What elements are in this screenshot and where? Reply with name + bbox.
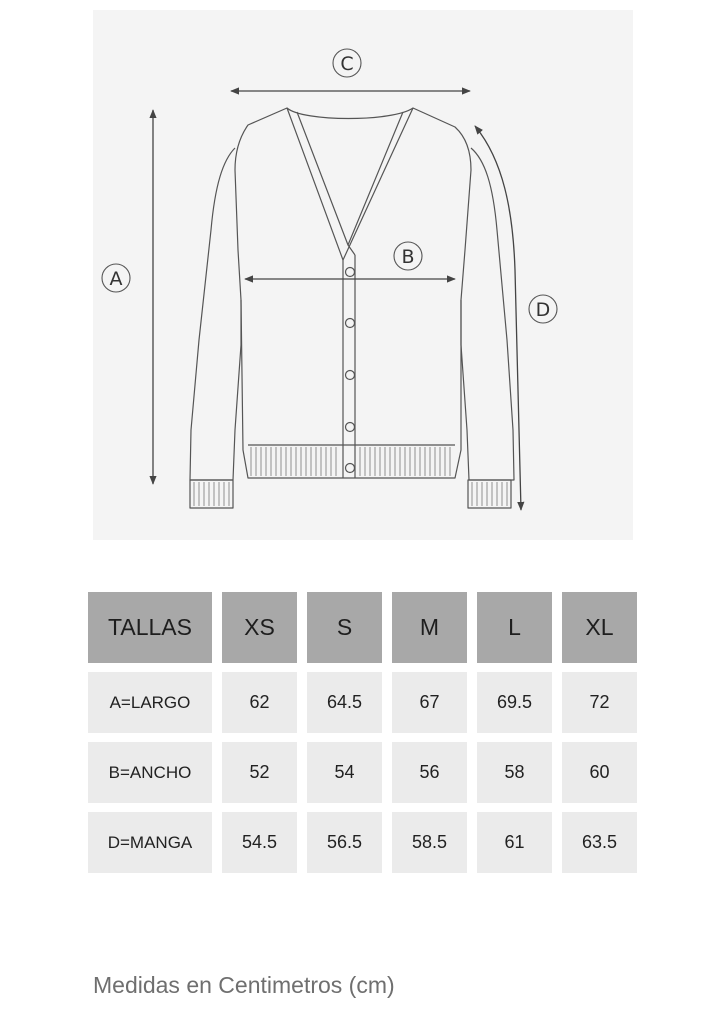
header-cell-xl: XL — [562, 592, 637, 663]
table-cell: 64.5 — [307, 672, 382, 733]
measurement-arrows — [153, 91, 521, 510]
table-cell: 67 — [392, 672, 467, 733]
table-header-row — [88, 592, 637, 663]
label-a: A — [109, 268, 123, 290]
table-cell: 63.5 — [562, 812, 637, 873]
header-cell-l: L — [477, 592, 552, 663]
row-label: A=LARGO — [88, 672, 212, 733]
table-cell: 54.5 — [222, 812, 297, 873]
header-cell-tallas: TALLAS — [88, 592, 212, 663]
cardigan-outline — [190, 108, 514, 508]
header-cell-xs: XS — [222, 592, 297, 663]
label-b: B — [401, 246, 415, 268]
measurement-labels — [102, 49, 557, 323]
table-cell: 56 — [392, 742, 467, 803]
table-cell: 62 — [222, 672, 297, 733]
row-label: D=MANGA — [88, 812, 212, 873]
cardigan-diagram-svg — [93, 10, 633, 540]
table-cell: 60 — [562, 742, 637, 803]
arrow-d — [475, 126, 521, 510]
table-cell: 52 — [222, 742, 297, 803]
size-chart-table — [78, 583, 647, 882]
table-cell: 56.5 — [307, 812, 382, 873]
header-cell-s: S — [307, 592, 382, 663]
table-cell: 69.5 — [477, 672, 552, 733]
table-cell: 54 — [307, 742, 382, 803]
table-cell: 58 — [477, 742, 552, 803]
row-label: B=ANCHO — [88, 742, 212, 803]
table-row-manga — [88, 812, 637, 873]
label-c: C — [340, 53, 354, 75]
buttons — [346, 268, 355, 473]
header-cell-m: M — [392, 592, 467, 663]
table-row-largo — [88, 672, 637, 733]
table-row-ancho — [88, 742, 637, 803]
table-cell: 61 — [477, 812, 552, 873]
label-d: D — [535, 299, 551, 321]
measurement-units-note: Medidas en Centimetros (cm) — [93, 972, 395, 998]
cardigan-measurement-diagram — [93, 10, 633, 540]
table-cell: 72 — [562, 672, 637, 733]
table-cell: 58.5 — [392, 812, 467, 873]
